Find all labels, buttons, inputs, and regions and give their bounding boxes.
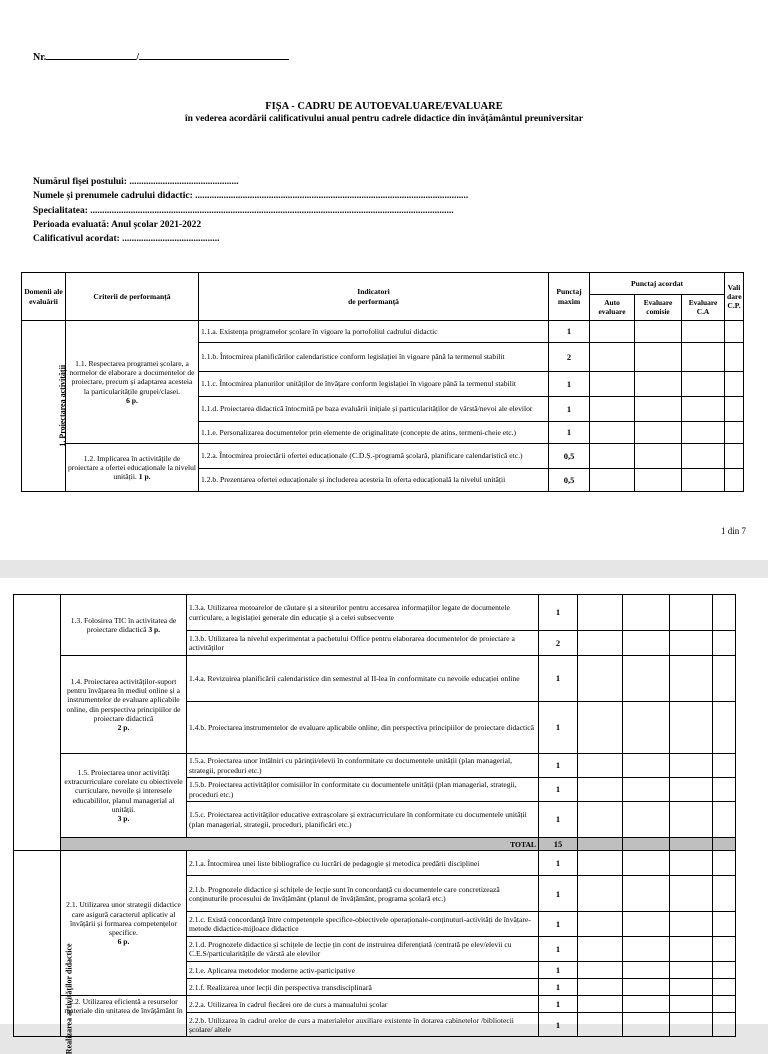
- document-number-line: Nr. /: [33, 50, 289, 63]
- total-label: TOTAL: [61, 838, 539, 851]
- criterion-points: 2 p.: [117, 722, 130, 732]
- max-points: 1: [549, 321, 590, 343]
- self-eval-cell[interactable]: [578, 996, 623, 1013]
- commission-eval-cell[interactable]: [623, 702, 670, 754]
- table-row: [14, 656, 736, 702]
- ca-eval-cell[interactable]: [670, 778, 713, 802]
- cp-validation-cell[interactable]: [713, 702, 736, 754]
- self-eval-cell[interactable]: [578, 778, 623, 802]
- self-eval-cell[interactable]: [578, 912, 623, 937]
- domain-2-cell: [14, 851, 74, 1054]
- indicator-text: 1.2.b. Prezentarea ofertei educaționale și includerea acesteia în oferta educațională la nivelul unității: [199, 469, 549, 492]
- criterion-2-1: [61, 851, 187, 996]
- date-blank: [139, 50, 289, 60]
- self-eval-cell[interactable]: [578, 937, 623, 962]
- ca-eval-cell[interactable]: [670, 996, 713, 1013]
- ca-eval-cell[interactable]: [670, 962, 713, 979]
- indicator-text: 1.1.b. Întocmirea planificărilor calendaristice conform legislației în vigoare până la termenul stabilit: [199, 343, 549, 372]
- commission-eval-cell[interactable]: [623, 631, 670, 656]
- max-points: 1: [539, 802, 578, 838]
- cp-validation-cell[interactable]: [713, 631, 736, 656]
- header-criteria: Criterii de performanță: [66, 273, 199, 321]
- max-points: 1: [539, 778, 578, 802]
- criterion-1-2: [66, 444, 199, 492]
- indicator-text: 1.5.c. Proiectarea activităților educative extrașcolare și extracurriculare în conformitate cu documentele unității (plan managerial, strategii, proceduri, planificări etc.): [187, 802, 539, 838]
- header-indicators: [199, 273, 549, 321]
- max-points: 1: [539, 962, 578, 979]
- indicator-text: 2.1.a. Întocmirea unei liste bibliografice cu lucrări de pedagogie și metodica predării disciplinei: [187, 851, 539, 876]
- self-eval-cell[interactable]: [590, 343, 635, 372]
- max-points: 1: [539, 595, 578, 631]
- indicator-text: 1.2.a. Întocmirea proiectării ofertei educaționale (C.D.Ș.-programă școlară, planificare calendaristică etc.): [199, 444, 549, 469]
- table-row: [14, 595, 736, 631]
- header-awarded-points: Punctaj acordat: [590, 273, 725, 295]
- criterion-1-3: [61, 595, 187, 656]
- criterion-text: 1.2. Implicarea în activitățile de proiectare a ofertei educaționale la nivelul unității.: [68, 453, 196, 482]
- indicator-text: 2.1.c. Există concordanță între competențele specifice-obiectivele operaționale-conținuturi-activități de învățare-metode didactice-mijloace didactice: [187, 912, 539, 937]
- max-points: 1: [539, 702, 578, 754]
- header-indicators-line2: de performanță: [348, 296, 399, 306]
- commission-eval-cell[interactable]: [623, 912, 670, 937]
- max-points: 0,5: [549, 444, 590, 469]
- page-number: 1 din 7: [720, 526, 746, 536]
- commission-eval-cell[interactable]: [623, 979, 670, 996]
- evaluation-table-page-1: [21, 272, 744, 492]
- ca-eval-cell[interactable]: [670, 1013, 713, 1037]
- cp-validation-cell[interactable]: [713, 1013, 736, 1037]
- cp-validation-cell[interactable]: [713, 912, 736, 937]
- cp-validation-cell[interactable]: [713, 851, 736, 876]
- table-row: [14, 754, 736, 778]
- ca-eval-cell[interactable]: [682, 444, 725, 469]
- commission-eval-cell[interactable]: [635, 343, 682, 372]
- cp-validation-cell[interactable]: [725, 422, 744, 444]
- criterion-text: 1.4. Proiectarea activităților-suport pentru învățarea în mediul online și a instrumentelor de evaluare aplicabile online, din perspectiva principiilor de proiectare didactică: [66, 677, 181, 723]
- indicator-text: 2.1.b. Prognozele didactice și schițele de lecție sunt în concordanță cu documentele care concretizează conținuturile procesului de învățământ (planul de învățământ, programa școlară etc.): [187, 876, 539, 912]
- total-self-eval[interactable]: [578, 838, 623, 851]
- self-eval-cell[interactable]: [578, 851, 623, 876]
- commission-eval-cell[interactable]: [635, 422, 682, 444]
- max-points: 1: [539, 754, 578, 778]
- cp-validation-cell[interactable]: [713, 595, 736, 631]
- table-row: [14, 851, 736, 876]
- max-points: 1: [549, 397, 590, 422]
- job-sheet-number: Numărul fișei postului: ..............................................: [33, 177, 239, 187]
- self-eval-cell[interactable]: [578, 962, 623, 979]
- ca-eval-cell[interactable]: [682, 422, 725, 444]
- commission-eval-cell[interactable]: [635, 397, 682, 422]
- indicator-text: 1.5.b. Proiectarea activităților comisiilor în conformitate cu documentele unității (plan managerial, strategii, proceduri etc.): [187, 778, 539, 802]
- ca-eval-cell[interactable]: [670, 937, 713, 962]
- indicator-text: 2.1.f. Realizarea unor lecții din perspectiva transdisciplinară: [187, 979, 539, 996]
- max-points: 1: [539, 996, 578, 1013]
- domain-cell-continued: [14, 595, 61, 851]
- cp-validation-cell[interactable]: [713, 996, 736, 1013]
- total-row: [14, 838, 736, 851]
- domain-2-label: Realizarea activităților didactice: [64, 943, 74, 1054]
- commission-eval-cell[interactable]: [623, 595, 670, 631]
- self-eval-cell[interactable]: [578, 979, 623, 996]
- max-points: 1: [539, 851, 578, 876]
- ca-eval-cell[interactable]: [670, 802, 713, 838]
- total-commission-eval[interactable]: [623, 838, 670, 851]
- header-commission-evaluation: Evaluare comisie: [635, 295, 682, 321]
- max-points: 2: [549, 343, 590, 372]
- ca-eval-cell[interactable]: [682, 469, 725, 492]
- commission-eval-cell[interactable]: [623, 656, 670, 702]
- ca-eval-cell[interactable]: [670, 754, 713, 778]
- cp-validation-cell[interactable]: [725, 444, 744, 469]
- nr-blank: [46, 50, 136, 60]
- criterion-text: 1.1. Respectarea programei școlare, a normelor de elaborare a documentelor de proiectare, precum și adaptarea acesteia la particularitățile grupei/clasei.: [69, 359, 195, 396]
- indicator-text: 2.2.a. Utilizarea în cadrul fiecărei ore de curs a manualului școlar: [187, 996, 539, 1013]
- header-self-evaluation: Auto evaluare: [590, 295, 635, 321]
- criterion-text: 1.5. Proiectarea unor activități extracurriculare corelate cu obiectivele curriculare, nevoile și interesele educabililor, planul managerial al unității.: [64, 768, 183, 814]
- commission-eval-cell[interactable]: [623, 937, 670, 962]
- commission-eval-cell[interactable]: [623, 754, 670, 778]
- criterion-2-2: [61, 996, 187, 1037]
- cp-validation-cell[interactable]: [713, 778, 736, 802]
- self-eval-cell[interactable]: [578, 702, 623, 754]
- cp-validation-cell[interactable]: [725, 321, 744, 343]
- total-ca-eval[interactable]: [670, 838, 713, 851]
- self-eval-cell[interactable]: [578, 595, 623, 631]
- criterion-points: 6 p.: [117, 936, 130, 946]
- indicator-text: 1.1.a. Existența programelor școlare în vigoare la portofoliul cadrului didactic: [199, 321, 549, 343]
- indicator-text: 1.4.b. Proiectarea instrumentelor de evaluare aplicabile online, din perspectiva principiilor de proiectare didactică: [187, 702, 539, 754]
- total-points: 15: [539, 838, 578, 851]
- commission-eval-cell[interactable]: [623, 962, 670, 979]
- criterion-points: 3 p.: [148, 625, 161, 634]
- ca-eval-cell[interactable]: [670, 595, 713, 631]
- self-eval-cell[interactable]: [590, 372, 635, 397]
- self-eval-cell[interactable]: [578, 656, 623, 702]
- commission-eval-cell[interactable]: [623, 876, 670, 912]
- total-cp-validation[interactable]: [713, 838, 736, 851]
- commission-eval-cell[interactable]: [635, 321, 682, 343]
- document-title: FIȘA - CADRU DE AUTOEVALUARE/EVALUARE: [265, 101, 503, 112]
- cp-validation-cell[interactable]: [713, 656, 736, 702]
- header-domain: Domenii ale evaluării: [22, 273, 66, 321]
- self-eval-cell[interactable]: [578, 802, 623, 838]
- nr-label: Nr.: [33, 52, 47, 63]
- indicator-text: 1.4.a. Revizuirea planificării calendaristice din semestrul al II-lea în conformitate cu nevoile educației online: [187, 656, 539, 702]
- cp-validation-cell[interactable]: [713, 802, 736, 838]
- indicator-text: 1.3.b. Utilizarea la nivelul experimentat a pachetului Office pentru elaborarea documentelor de proiectare a activităților: [187, 631, 539, 656]
- commission-eval-cell[interactable]: [635, 444, 682, 469]
- commission-eval-cell[interactable]: [623, 778, 670, 802]
- commission-eval-cell[interactable]: [623, 802, 670, 838]
- criterion-1-1: [66, 321, 199, 444]
- specialty: Specialitatea: .........................................................................................................................................................: [33, 205, 454, 216]
- domain-label: 1. Proiectarea activității: [58, 365, 68, 447]
- domain-cell: [22, 321, 66, 492]
- criterion-text: 2.1. Utilizarea unor strategii didactice care asigură caracterul aplicativ al învățării și formarea competențelor specifice.: [66, 900, 181, 937]
- ca-eval-cell[interactable]: [682, 343, 725, 372]
- max-points: 1: [539, 912, 578, 937]
- indicator-text: 1.5.a. Proiectarea unor întâlniri cu părinții/elevii în conformitate cu documentele unității (plan managerial, strategii, proceduri etc.): [187, 754, 539, 778]
- criterion-points: 3 p.: [117, 813, 130, 823]
- header-indicators-line1: Indicatori: [357, 287, 390, 297]
- ca-eval-cell[interactable]: [670, 876, 713, 912]
- cp-validation-cell[interactable]: [725, 397, 744, 422]
- max-points: 1: [539, 876, 578, 912]
- document-page-2: [0, 578, 768, 1054]
- self-eval-cell[interactable]: [578, 631, 623, 656]
- max-points: 1: [539, 979, 578, 996]
- ca-eval-cell[interactable]: [670, 631, 713, 656]
- cp-validation-cell[interactable]: [713, 754, 736, 778]
- max-points: 1: [539, 1013, 578, 1037]
- indicator-text: 1.3.a. Utilizarea motoarelor de căutare și a siteurilor pentru accesarea informațiilor legate de documentele curriculare, a legislației generale din educație și a celei subsecvente: [187, 595, 539, 631]
- ca-eval-cell[interactable]: [682, 372, 725, 397]
- cp-validation-cell[interactable]: [713, 979, 736, 996]
- teacher-info-block: [33, 175, 468, 246]
- cp-validation-cell[interactable]: [725, 343, 744, 372]
- header-cp-validation: Vali dare C.P.: [725, 273, 744, 321]
- ca-eval-cell[interactable]: [670, 912, 713, 937]
- self-eval-cell[interactable]: [590, 321, 635, 343]
- teacher-name: Numele și prenumele cadrului didactic: ...................................................................................................................: [33, 191, 469, 202]
- max-points: 1: [539, 656, 578, 702]
- table-row: [22, 321, 744, 343]
- criterion-1-4: [61, 656, 187, 754]
- evaluation-period: Perioada evaluată: Anul școlar 2021-2022: [33, 219, 202, 230]
- indicator-text: 2.2.b. Utilizarea în cadrul orelor de curs a materialelor auxiliare existente în dotarea cabinetelor /bibliotecii școlare/ altele: [187, 1013, 539, 1037]
- commission-eval-cell[interactable]: [623, 996, 670, 1013]
- ca-eval-cell[interactable]: [682, 397, 725, 422]
- max-points: 1: [539, 937, 578, 962]
- commission-eval-cell[interactable]: [635, 469, 682, 492]
- criterion-text: 2.2. Utilizarea eficientă a resurselor materiale din unitatea de învățământ în: [64, 997, 183, 1016]
- cp-validation-cell[interactable]: [713, 876, 736, 912]
- indicator-text: 2.1.d. Prognozele didactice și schițele de lecție țin cont de instruirea diferențiată /centrată pe elev/elevii cu C.E.S/particularitățile de vârstă ale elevilor: [187, 937, 539, 962]
- ca-eval-cell[interactable]: [670, 656, 713, 702]
- commission-eval-cell[interactable]: [635, 372, 682, 397]
- ca-eval-cell[interactable]: [670, 851, 713, 876]
- criterion-text: 1.3. Folosirea TIC în activitatea de proiectare didactică: [70, 615, 177, 634]
- cp-validation-cell[interactable]: [725, 372, 744, 397]
- awarded-grade: Calificativul acordat: .........................................: [33, 234, 220, 245]
- criterion-1-5: [61, 754, 187, 838]
- self-eval-cell[interactable]: [578, 876, 623, 912]
- commission-eval-cell[interactable]: [623, 1013, 670, 1037]
- table-row: [22, 444, 744, 469]
- criterion-points: 1 p.: [138, 472, 151, 482]
- table-row: [14, 996, 736, 1013]
- ca-eval-cell[interactable]: [670, 979, 713, 996]
- max-points: 2: [539, 631, 578, 656]
- max-points: 0,5: [549, 469, 590, 492]
- max-points: 1: [549, 422, 590, 444]
- self-eval-cell[interactable]: [578, 1013, 623, 1037]
- self-eval-cell[interactable]: [590, 422, 635, 444]
- cp-validation-cell[interactable]: [713, 962, 736, 979]
- evaluation-table-page-2: [13, 594, 736, 1054]
- header-ca-evaluation: Evaluare C.A: [682, 295, 725, 321]
- ca-eval-cell[interactable]: [682, 321, 725, 343]
- self-eval-cell[interactable]: [590, 444, 635, 469]
- indicator-text: 1.1.e. Personalizarea documentelor prin elemente de originalitate (concepte de atins, termeni-cheie etc.): [199, 422, 549, 444]
- indicator-text: 2.1.e. Aplicarea metodelor moderne activ-participative: [187, 962, 539, 979]
- self-eval-cell[interactable]: [590, 397, 635, 422]
- indicator-text: 1.1.d. Proiectarea didactică întocmită pe baza evaluării inițiale și particularităților de vârstă/nevoi ale elevilor: [199, 397, 549, 422]
- self-eval-cell[interactable]: [578, 754, 623, 778]
- cp-validation-cell[interactable]: [713, 937, 736, 962]
- indicator-text: 1.1.c. Întocmirea planurilor unităților de învățare conform legislației în vigoare până la termenul stabilit: [199, 372, 549, 397]
- max-points: 1: [549, 372, 590, 397]
- document-subtitle: în vederea acordării calificativului anual pentru cadrele didactice din învățământul preuniversitar: [185, 114, 583, 124]
- commission-eval-cell[interactable]: [623, 851, 670, 876]
- ca-eval-cell[interactable]: [670, 702, 713, 754]
- cp-validation-cell[interactable]: [725, 469, 744, 492]
- header-max-points: Punctaj maxim: [549, 273, 590, 321]
- criterion-points: 6 p.: [126, 395, 138, 405]
- self-eval-cell[interactable]: [590, 469, 635, 492]
